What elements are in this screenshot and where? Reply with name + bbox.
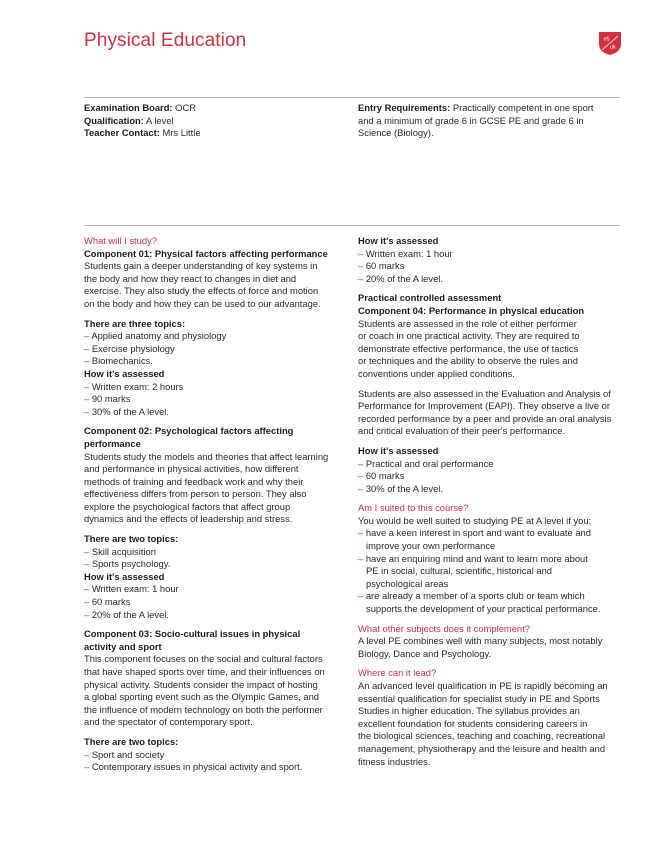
entry-line: Science (Biology). xyxy=(358,127,434,139)
list-line: have a keen interest in sport and want to evaluate and xyxy=(365,527,591,539)
list-item: – 60 marks xyxy=(358,470,620,483)
qual-value: A level xyxy=(146,114,174,126)
contact-value: Mrs Little xyxy=(162,127,201,139)
assessed-heading: How it's assessed xyxy=(358,444,439,456)
list-item: – Sports psychology. xyxy=(84,558,346,571)
list-item: – 90 marks xyxy=(84,393,346,406)
list-item: – 20% of the A level. xyxy=(358,273,620,286)
list-item: – Biomechanics. xyxy=(84,355,346,368)
component-title: Component 03: Socio-cultural issues in physical xyxy=(84,628,301,640)
body-line: excellent foundation for students considering careers in xyxy=(358,717,588,729)
body-line: the biological sciences, teaching and coaching, recreational xyxy=(358,730,606,742)
body-line: Students are assessed in the role of either performer xyxy=(358,317,577,329)
list-item: – Written exam: 2 hours xyxy=(84,381,346,394)
list-item: – 20% of the A level. xyxy=(84,609,346,622)
list-item xyxy=(358,553,620,591)
list-line: are already a member of a sports club or team which xyxy=(365,590,585,602)
list-item: – Exercise physiology xyxy=(84,343,346,356)
body-line: explore the psychological factors that affect group xyxy=(84,500,291,512)
list-item: – Contemporary issues in physical activity and sport. xyxy=(84,761,346,774)
body-line: A level PE combines well with many subjects, most notably xyxy=(358,635,603,647)
body-line: dynamics and the effects of leadership and stress. xyxy=(84,513,293,525)
list-item: – Applied anatomy and physiology xyxy=(84,330,346,343)
body-line: recorded performance by a peer and provide an oral analysis xyxy=(358,412,612,424)
entry-line: and a minimum of grade 6 in GCSE PE and grade 6 in xyxy=(358,114,584,126)
body-line: and performance in physical activities, how different xyxy=(84,463,299,475)
list-item: – 60 marks xyxy=(84,596,346,609)
topics-heading: There are two topics: xyxy=(84,735,179,747)
assessed-heading: How it's assessed xyxy=(84,570,165,582)
body-line: Students gain a deeper understanding of key systems in xyxy=(84,260,318,272)
school-logo xyxy=(597,30,623,56)
board-label: Examination Board: xyxy=(84,102,173,113)
divider-top xyxy=(84,97,620,98)
list-item: – Written exam: 1 hour xyxy=(358,248,620,261)
body-line: You would be well suited to studying PE at A level if you: xyxy=(358,514,592,526)
entry-label: Entry Requirements: xyxy=(358,102,451,113)
body-line: This component focuses on the social and cultural factors xyxy=(84,653,323,665)
component-title: Component 01: Physical factors affecting performance xyxy=(84,247,328,259)
body-line: demonstrate effective performance, the use of tactics xyxy=(358,342,579,354)
list-line: improve your own performance xyxy=(366,540,496,552)
board-value: OCR xyxy=(175,102,197,113)
body-line: exercise. They also study the effects of force and motion xyxy=(84,285,319,297)
body-line: Students are also assessed in the Evaluation and Analysis of xyxy=(358,387,611,399)
divider-middle xyxy=(84,225,620,226)
page-title: Physical Education xyxy=(84,30,247,51)
body-line: management, physiotherapy and the leisure and health and xyxy=(358,742,606,754)
body-line: or techniques and the ability to observe the rules and xyxy=(358,355,578,367)
pca-heading: Practical controlled assessment xyxy=(358,292,502,304)
body-line: Studies in higher education. The syllabus provides an xyxy=(358,705,580,717)
section-heading: What other subjects does it complement? xyxy=(358,622,530,634)
body-line: Students study the models and theories that affect learning xyxy=(84,450,329,462)
assessed-heading: How it's assessed xyxy=(358,235,439,246)
body-line: An advanced level qualification in PE is rapidly becoming an xyxy=(358,680,608,691)
body-line: fitness industries. xyxy=(358,755,431,767)
body-line: physical activity. Students consider the impact of hosting xyxy=(84,678,318,690)
list-item xyxy=(358,527,620,552)
right-column xyxy=(358,235,620,768)
section-heading: Where can it lead? xyxy=(358,667,437,679)
body-line: the influence of modern technology on both the performer xyxy=(84,703,323,715)
body-line: and the spectator of contemporary sport. xyxy=(84,716,253,728)
section-heading: What will I study? xyxy=(84,235,157,246)
list-line: have an enquiring mind and want to learn more about xyxy=(365,552,588,564)
body-line: Performance for Improvement (EAPI). They observe a live or xyxy=(358,400,611,412)
list-item xyxy=(358,590,620,615)
left-column xyxy=(84,235,346,774)
list-item: – Written exam: 1 hour xyxy=(84,583,346,596)
list-line: psychological areas xyxy=(366,577,449,589)
body-line: methods of training and feedback work and why their xyxy=(84,475,304,487)
list-item: – 60 marks xyxy=(358,260,620,273)
body-line: on the body and how they can be used to our advantage. xyxy=(84,297,321,309)
list-line: PE in social, cultural, scientific, historical and xyxy=(366,565,553,577)
list-item: – Practical and oral performance xyxy=(358,458,620,471)
list-item: – 30% of the A level. xyxy=(84,406,346,419)
body-line: and critical evaluation of their peer's performance. xyxy=(358,425,566,437)
component-title: Component 04: Performance in physical education xyxy=(358,304,585,316)
entry-line: Practically competent in one sport xyxy=(452,102,594,113)
list-line: supports the development of your practical performance. xyxy=(366,603,601,615)
qual-label: Qualification: xyxy=(84,114,144,126)
course-info xyxy=(84,102,344,140)
body-line: effectiveness differs from person to person. They also xyxy=(84,488,307,500)
assessed-heading: How it's assessed xyxy=(84,367,165,379)
logo-text-bottom: uk xyxy=(610,44,616,51)
body-line: conventions under applied conditions. xyxy=(358,367,515,379)
topics-heading: There are two topics: xyxy=(84,533,179,545)
list-item: – Skill acquisition xyxy=(84,546,346,559)
entry-requirements xyxy=(358,102,620,140)
body-line: a global sporting event such as the Olympic Games, and xyxy=(84,691,320,703)
component-title: Component 02: Psychological factors affecting performance xyxy=(84,425,294,449)
body-line: the body and how they react to changes in diet and xyxy=(84,272,297,284)
body-line: essential qualification for specialist study in PE and Sports xyxy=(358,692,600,704)
contact-label: Teacher Contact: xyxy=(84,127,160,139)
body-line: that have shaped sports over time, and their influences on xyxy=(84,666,325,677)
list-item: – Sport and society xyxy=(84,749,346,762)
section-heading: Am I suited to this course? xyxy=(358,502,469,514)
component-title: activity and sport xyxy=(84,640,162,652)
list-item: – 30% of the A level. xyxy=(358,483,620,496)
body-line: or coach in one practical activity. They are required to xyxy=(358,330,580,342)
topics-heading: There are three topics: xyxy=(84,317,186,329)
body-line: Biology, Dance and Psychology. xyxy=(358,647,492,659)
logo-text-top: e5 xyxy=(603,36,610,43)
